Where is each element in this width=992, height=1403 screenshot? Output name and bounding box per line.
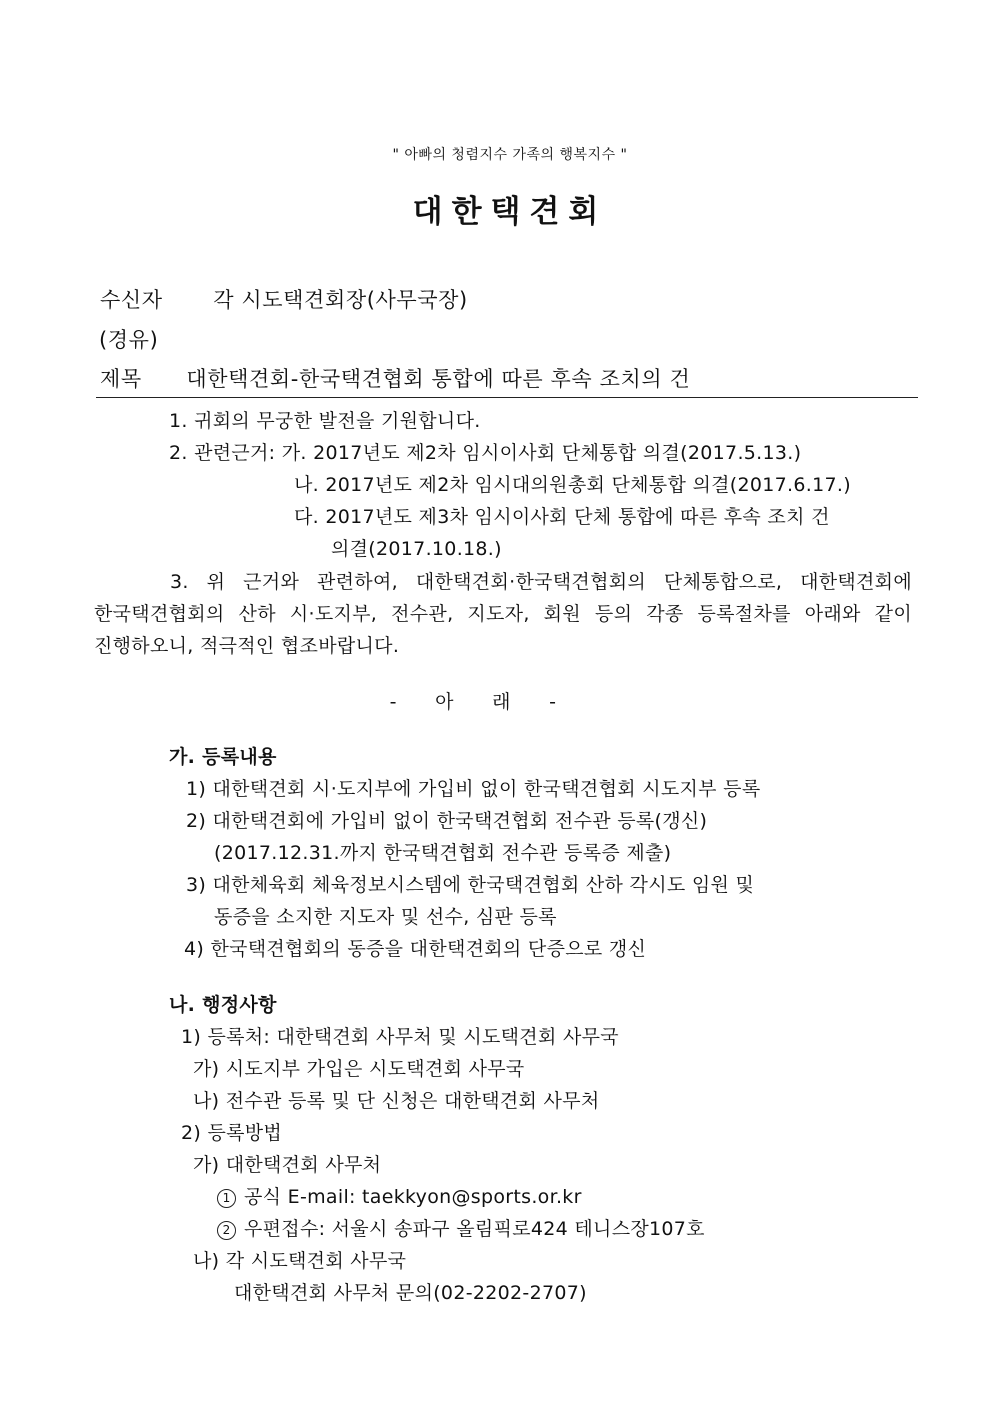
paragraph-2-prefix: 2. 관련근거:	[169, 442, 282, 464]
section-na-item-2-na: 나) 각 시도택견회 사무국	[193, 1250, 407, 1272]
section-ga-item-4: 4) 한국택견협회의 동증을 대한택견회의 단증으로 갱신	[184, 938, 647, 960]
section-ga-item-2: 2) 대한택견회에 가입비 없이 한국택견협회 전수관 등록(갱신)	[186, 810, 708, 832]
header-divider	[96, 397, 918, 398]
recipient-value: 각 시도택견회장(사무국장)	[213, 288, 468, 312]
section-na-item-1: 1) 등록처: 대한택견회 사무처 및 시도택견회 사무국	[181, 1026, 619, 1048]
basis-a: 가. 2017년도 제2차 임시이사회 단체통합 의결(2017.5.13.)	[281, 442, 802, 464]
section-na-item-2-ga: 가) 대한택견회 사무처	[193, 1154, 382, 1176]
section-na-item-2: 2) 등록방법	[181, 1122, 283, 1144]
section-ga-item-1: 1) 대한택견회 시·도지부에 가입비 없이 한국택견협회 시도지부 등록	[186, 778, 761, 800]
paragraph-1: 1. 귀회의 무궁한 발전을 기원합니다.	[169, 410, 481, 432]
paragraph-2	[169, 441, 801, 465]
slogan: " 아빠의 청렴지수 가족의 행복지수 "	[392, 147, 628, 163]
below-label: - 아 래 -	[389, 691, 557, 713]
subject-line	[100, 366, 690, 392]
circled-number-2: 2	[217, 1221, 236, 1240]
section-na-title: 나. 행정사항	[169, 994, 277, 1016]
subject-label: 제목	[100, 367, 142, 391]
paragraph-3-line-2: 한국택견협회의 산하 시·도지부, 전수관, 지도자, 회원 등의 각종 등록절차를 아래와 같이	[94, 603, 912, 625]
via-label: (경유)	[99, 328, 159, 352]
recipient-label: 수신자	[100, 288, 163, 312]
section-ga-title: 가. 등록내용	[169, 746, 277, 768]
section-ga-item-3-continued: 동증을 소지한 지도자 및 선수, 심판 등록	[214, 906, 557, 928]
section-ga-item-3: 3) 대한체육회 체육정보시스템에 한국택견협회 산하 각시도 임원 및	[186, 874, 755, 896]
contact-line: 대한택견회 사무처 문의(02-2202-2707)	[234, 1282, 587, 1304]
basis-c: 다. 2017년도 제3차 임시이사회 단체 통합에 따른 후속 조치 건	[294, 506, 830, 528]
basis-b: 나. 2017년도 제2차 임시대의원총회 단체통합 의결(2017.6.17.)	[294, 474, 851, 496]
section-na-item-1-na: 나) 전수관 등록 및 단 신청은 대한택견회 사무처	[193, 1090, 600, 1112]
mail-address-text: 우편접수: 서울시 송파구 올림픽로424 테니스장107호	[244, 1218, 705, 1240]
recipient-line	[100, 287, 468, 313]
email-line	[217, 1185, 582, 1209]
paragraph-3-line-1: 3. 위 근거와 관련하여, 대한택견회·한국택견협회의 단체통합으로, 대한택견회에	[170, 571, 912, 593]
email-text: 공식 E-mail: taekkyon@sports.or.kr	[244, 1186, 582, 1208]
section-na-item-1-ga: 가) 시도지부 가입은 시도택견회 사무국	[193, 1058, 525, 1080]
circled-number-1: 1	[217, 1189, 236, 1208]
subject-value: 대한택견회-한국택견협회 통합에 따른 후속 조치의 건	[186, 367, 691, 391]
paragraph-3-line-3: 진행하오니, 적극적인 협조바랍니다.	[94, 635, 400, 657]
section-ga-item-2-note: (2017.12.31.까지 한국택견협회 전수관 등록증 제출)	[214, 842, 672, 864]
organization-title: 대한택견회	[412, 194, 608, 230]
mail-address-line	[217, 1217, 705, 1241]
basis-c-continued: 의결(2017.10.18.)	[331, 538, 502, 560]
